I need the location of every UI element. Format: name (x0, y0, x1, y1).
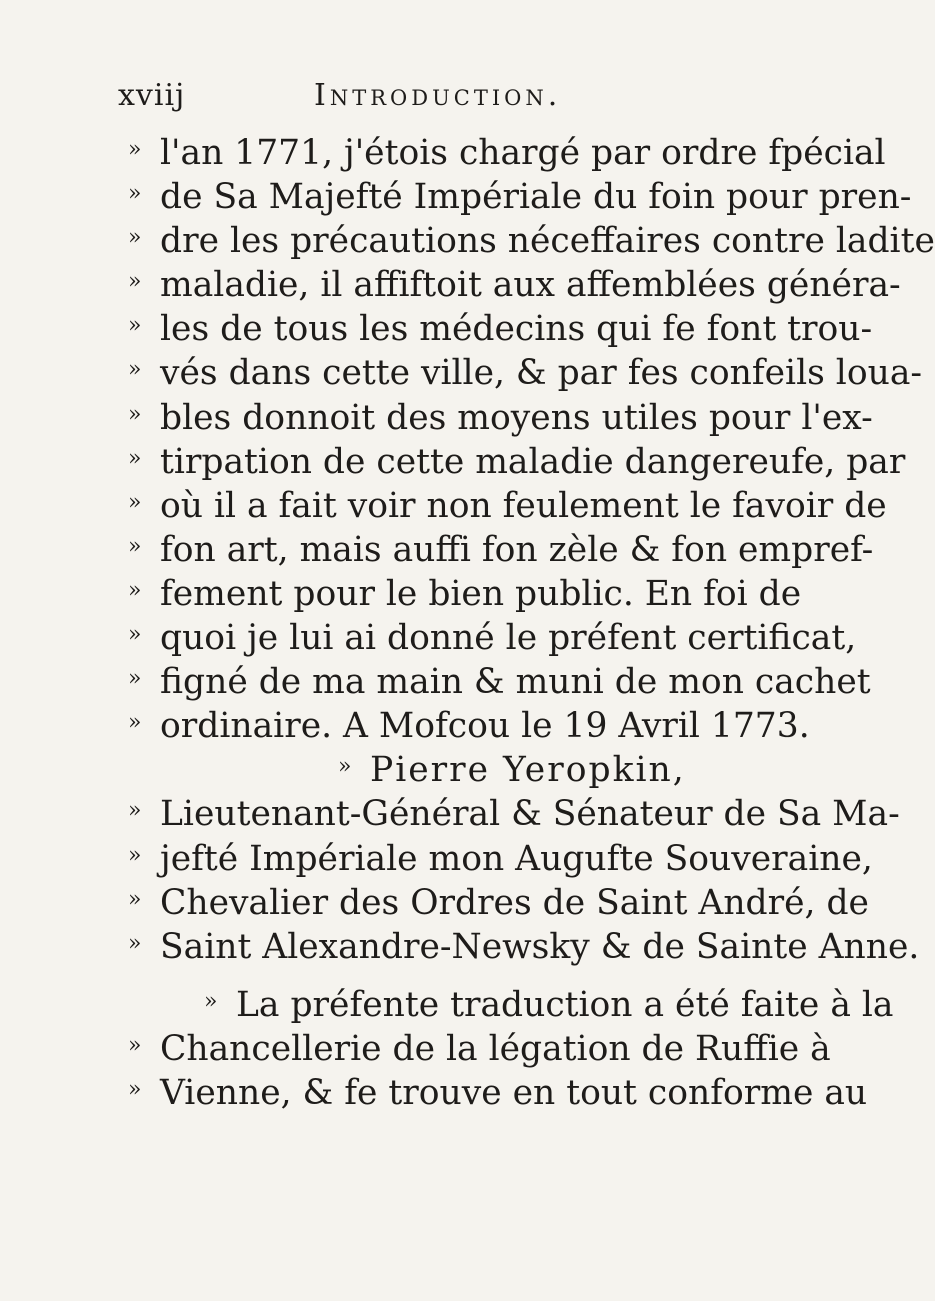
text-line: » fement pour le bien public. En foi de (128, 569, 768, 613)
text-line: » où il a fait voir non feulement le favoir de (128, 481, 768, 525)
quote-mark: » (338, 754, 352, 780)
quote-mark: » (128, 269, 142, 295)
text-line: » tirpation de cette maladie dangereufe, par (128, 437, 768, 481)
text-line: » vés dans cette ville, & par fes confeils loua- (128, 348, 768, 392)
quote-mark: » (128, 181, 142, 207)
quote-mark: » (128, 842, 142, 868)
text-line: » dre les précautions néceffaires contre ladite (128, 216, 768, 260)
text-line: » de Sa Majefté Impériale du foin pour pren- (128, 172, 768, 216)
running-title: Introduction. (314, 78, 562, 113)
text-line: » maladie, il affiftoit aux affemblées généra- (128, 260, 768, 304)
quote-mark: » (128, 533, 142, 559)
quote-mark: » (128, 666, 142, 692)
text-line: » fon art, mais auffi fon zèle & fon empref- (128, 525, 768, 569)
text-line: » figné de ma main & muni de mon cachet (128, 657, 768, 701)
quote-mark: » (128, 622, 142, 648)
text-body (128, 128, 935, 1113)
text-line: » l'an 1771, j'étois chargé par ordre fpécial (128, 128, 768, 172)
quote-mark: » (128, 1076, 142, 1102)
text-line: » jefté Impériale mon Augufte Souveraine, (128, 834, 768, 878)
quote-mark: » (128, 225, 142, 251)
quote-mark: » (128, 401, 142, 427)
text-line: » Saint Alexandre-Newsky & de Sainte Anne. (128, 922, 768, 966)
text-line: » La préfente traduction a été faite à la (128, 980, 768, 1024)
quote-mark: » (204, 988, 218, 1014)
page-number: xviij (118, 78, 186, 113)
quote-mark: » (128, 313, 142, 339)
paragraph-gap (128, 966, 768, 980)
text-line: » Vienne, & fe trouve en tout conforme au (128, 1068, 768, 1112)
page-header (118, 78, 728, 118)
quote-mark: » (128, 886, 142, 912)
text-line: » Chancellerie de la légation de Ruffie à (128, 1024, 768, 1068)
text-line: » ordinaire. A Mofcou le 19 Avril 1773. (128, 701, 768, 745)
quote-mark: » (128, 489, 142, 515)
quote-mark: » (128, 357, 142, 383)
quote-mark: » (128, 137, 142, 162)
quote-mark: » (128, 1032, 142, 1058)
quote-mark: » (128, 445, 142, 471)
signature-line (128, 745, 768, 789)
text-line: » les de tous les médecins qui fe font trou- (128, 304, 768, 348)
text-line: » quoi je lui ai donné le préfent certificat, (128, 613, 768, 657)
text-line: » bles donnoit des moyens utiles pour l'ex- (128, 393, 768, 437)
quote-mark: » (128, 577, 142, 603)
text-line: » Chevalier des Ordres de Saint André, de (128, 878, 768, 922)
quote-mark: » (128, 798, 142, 824)
quote-mark: » (128, 930, 142, 956)
signature-name: Pierre Yeropkin, (370, 750, 686, 791)
text-line: » Lieutenant-Général & Sénateur de Sa Ma- (128, 789, 768, 833)
quote-mark: » (128, 710, 142, 736)
